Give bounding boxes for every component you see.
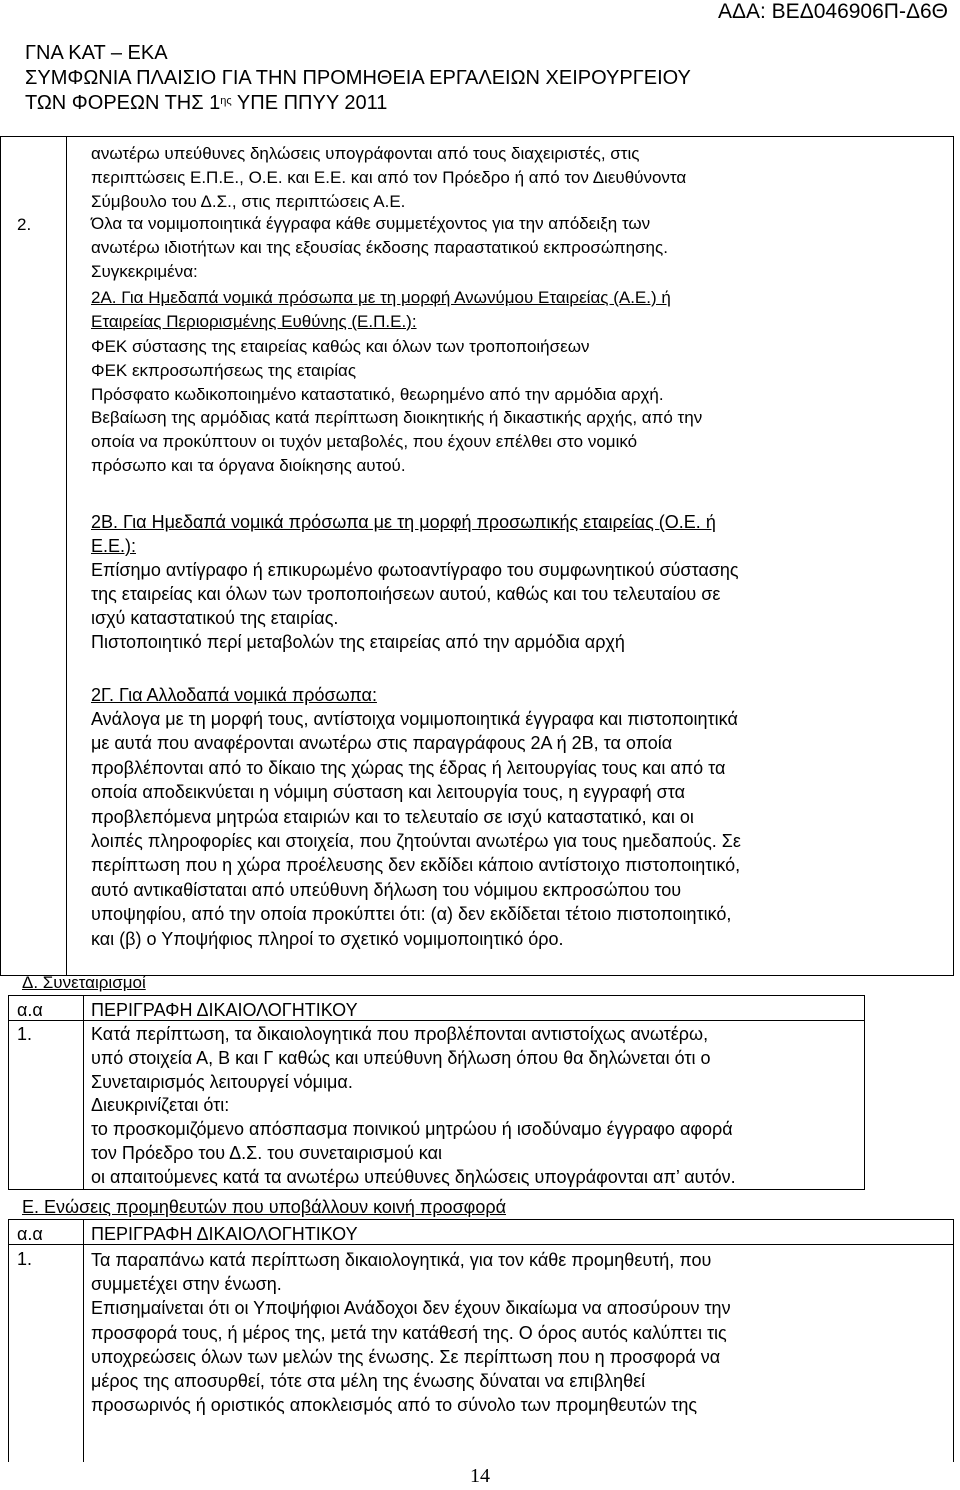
column-header-aa: α.α xyxy=(17,1224,43,1244)
section-d-title: Δ. Συνεταιρισμοί xyxy=(22,973,146,992)
row-number: 1. xyxy=(17,1024,33,1044)
column-divider xyxy=(66,137,67,975)
intro-text: ανωτέρω υπεύθυνες δηλώσεις υπογράφονται από τους διαχειριστές, στις περιπτώσεις Ε.Π.Ε., Ο.Ε. και Ε.Ε. και από τον Πρόεδρο ή από τον Διευθύνοντα Σύμβουλο του Δ.Σ., στις περιπτώσεις Α.Ε. xyxy=(91,144,687,211)
header-line-3: ΤΩΝ ΦΟΡΕΩΝ ΤΗΣ $1^{\eta\varsigma}$ ΥΠΕ ΠΠΥΥ 2011 xyxy=(25,92,388,114)
section-d-row-text: Κατά περίπτωση, τα δικαιολογητικά που προβλέπονται αντιστοίχως ανωτέρω, υπό στοιχεία Α, Β και Γ καθώς και υπεύθυνη δήλωση όπου θα δηλώνεται ότι ο Συνεταιρισμός λειτουργεί νόμιμα. Διευκρινίζεται ότι: το προσκομιζόμενο απόσπασμα ποινικού μητρώου ή ισοδύναμο έγγραφο αφορά τον Πρόεδρο του Δ.Σ. του συνεταιρισμού και οι απαιτούμενες κατά τα ανωτέρω υπεύθυνες δηλώσεις υπογράφονται απ’ αυτόν. xyxy=(91,1024,736,1187)
subsection-2a-title: 2Α. Για Ημεδαπά νομικά πρόσωπα με τη μορφή Ανωνύμου Εταιρείας (Α.Ε.) ή Εταιρείας Περιορισμένης Ευθύνης (Ε.Π.Ε.): xyxy=(91,288,671,331)
column-divider xyxy=(83,996,84,1189)
column-header-description: ΠΕΡΙΓΡΑΦΗ ΔΙΚΑΙΟΛΟΓΗΤΙΚΟΥ xyxy=(91,1224,358,1244)
column-header-description: ΠΕΡΙΓΡΑΦΗ ΔΙΚΑΙΟΛΟΓΗΤΙΚΟΥ xyxy=(91,1000,358,1020)
subsection-2c-title: 2Γ. Για Αλλοδαπά νομικά πρόσωπα: xyxy=(91,685,377,705)
header-line-2: ΣΥΜΦΩΝΙΑ ΠΛΑΙΣΙΟ ΓΙΑ ΤΗΝ ΠΡΟΜΗΘΕΙΑ ΕΡΓΑΛΕΙΩΝ ΧΕΙΡΟΥΡΓΕΙΟΥ xyxy=(25,67,691,89)
subsection-2c-body: Ανάλογα με τη μορφή τους, αντίστοιχα νομιμοποιητικά έγγραφα και πιστοποιητικά με αυτά που αναφέρονται ανωτέρω στις παραγράφους 2Α ή 2Β, τα οποία προβλέπονται από το δίκαιο της χώρας της έδρας ή λειτουργίας τους και από τα οποία αποδεικνύεται η νόμιμη σύσταση και λειτουργία τους, η εγγραφή στα προβλεπόμενα μητρώα εταιριών και το τελευταίο σε ισχύ καταστατικό, και οι λοιπές πληροφορίες και στοιχεία, που ζητούνται ανωτέρω για τους ημεδαπούς. Σε περίπτωση που η χώρα προέλευσης δεν εκδίδει κάποιο αντίστοιχο πιστοποιητικό, αυτό αντικαθίσταται από υπεύθυνη δήλωση του νόμιμου εκπροσώπου του υποψηφίου, από την οποία προκύπτει ότι: (α) δεν εκδίδεται τέτοιο πιστοποιητικό, και (β) ο Υποψήφιος πληροί το σχετικό νομιμοποιητικό όρο. xyxy=(91,709,741,949)
item-number: 2. xyxy=(17,215,32,234)
header-line-1: ΓΝΑ ΚΑΤ – ΕΚΑ xyxy=(25,42,168,64)
column-header-aa: α.α xyxy=(17,1000,43,1020)
document-header xyxy=(25,41,691,116)
subsection-2b-title: 2Β. Για Ημεδαπά νομικά πρόσωπα με τη μορφή προσωπικής εταιρείας (Ο.Ε. ή Ε.Ε.): xyxy=(91,512,716,556)
column-divider xyxy=(83,1220,84,1462)
subsection-2b-body: Επίσημο αντίγραφο ή επικυρωμένο φωτοαντίγραφο του συμφωνητικού σύστασης της εταιρείας και όλων των τροποποιήσεων αυτού, καθώς και του τελευταίου σε ισχύ καταστατικού της εταιρίας. Πιστοποιητικό περί μεταβολών της εταιρείας από την αρμόδια αρχή xyxy=(91,560,739,652)
subsection-2a-body: ΦΕΚ σύστασης της εταιρείας καθώς και όλων των τροποποιήσεων ΦΕΚ εκπροσωπήσεως της εταιρίας Πρόσφατο κωδικοποιημένο καταστατικό, θεωρημένο από την αρμόδια αρχή. Βεβαίωση της αρμόδιας κατά περίπτωση διοικητικής ή δικαστικής αρχής, από την οποία να προκύπτουν οι τυχόν μεταβολές, που έχουν επέλθει στο νομικό πρόσωπο και τα όργανα διοίκησης αυτού. xyxy=(91,337,703,475)
ada-code: ΑΔΑ: ΒΕΔ046906Π-Δ6Θ xyxy=(717,0,948,23)
row-number: 1. xyxy=(17,1249,33,1269)
section-e-row-text: Τα παραπάνω κατά περίπτωση δικαιολογητικά, για τον κάθε προμηθευτή, που συμμετέχει στην ένωση. Επισημαίνεται ότι οι Υποψήφιοι Ανάδοχοι δεν έχουν δικαίωμα να αποσύρουν την προσφορά τους, ή μέρος της, μετά την κατάθεσή της. Ο όρος αυτός καλύπτει τις υποχρεώσεις όλων των μελών της ένωσης. Σε περίπτωση που η προσφορά να μέρος της αποσυρθεί, τότε στα μέλη της ένωσης δύναται να επιβληθεί προσωρινός ή οριστικός αποκλεισμός από το σύνολο των προμηθευτών της xyxy=(91,1250,731,1416)
section-e-title: Ε. Ενώσεις προμηθευτών που υποβάλλουν κοινή προσφορά xyxy=(22,1197,507,1217)
page-number: 14 xyxy=(470,1465,490,1487)
item-2-text: Όλα τα νομιμοποιητικά έγγραφα κάθε συμμετέχοντος για την απόδειξη των ανωτέρω ιδιοτήτων και της εξουσίας έκδοσης παραστατικού εκπροσώπησης. Συγκεκριμένα: xyxy=(91,214,668,281)
